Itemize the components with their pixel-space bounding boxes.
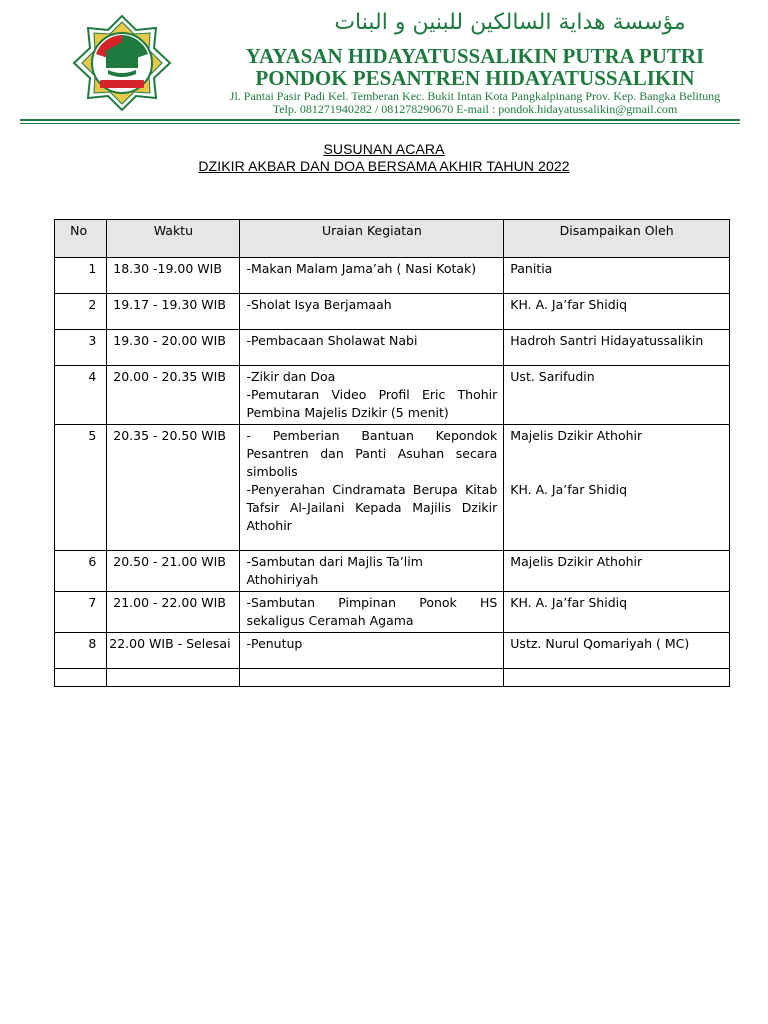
table-row [55,425,730,551]
activity-line: -Pembacaan Sholawat Nabi [246,333,418,348]
row-activity [240,294,504,330]
institution-logo [60,14,184,112]
row-activity [240,425,504,551]
header-divider [20,119,740,121]
header-time: Waktu [107,220,240,258]
row-no: 2 [55,294,107,330]
activity-line: -Penutup [246,636,303,651]
row-activity [240,366,504,425]
activity-line: -Zikir dan Doa [246,369,336,384]
row-time: 21.00 - 22.00 WIB [107,592,240,633]
table-header-row [55,220,730,258]
presenter-line: Panitia [510,261,553,276]
row-no: 6 [55,551,107,592]
table-row [55,258,730,294]
presenter-line: Ust. Sarifudin [510,369,595,384]
presenter-line: Majelis Dzikir Athohir [510,428,643,443]
table-row [55,633,730,669]
row-time: 20.00 - 20.35 WIB [107,366,240,425]
row-presenter [504,425,730,551]
document-title: SUSUNAN ACARA [323,141,445,157]
header-presenter: Disampaikan Oleh [504,220,730,258]
row-time: 19.17 - 19.30 WIB [107,294,240,330]
row-activity [240,551,504,592]
arabic-organization-name: مؤسسة هداية السالكين للبنين و البنات [334,10,686,35]
presenter-line: Hadroh Santri Hidayatussalikin [510,333,704,348]
organization-contact: Telp. 081271940282 / 081278290670 E-mail : pondok.hidayatussalikin@gmail.com [272,102,678,116]
row-no: 1 [55,258,107,294]
presenter-line: Majelis Dzikir Athohir [510,554,643,569]
row-activity [240,330,504,366]
row-time: 20.35 - 20.50 WIB [107,425,240,551]
empty-table-row [55,669,730,687]
presenter-line: KH. A. Ja’far Shidiq [510,297,628,312]
presenter-line: KH. A. Ja’far Shidiq [510,482,628,497]
row-no: 5 [55,425,107,551]
header-divider-thin [20,123,740,124]
organization-name-line1: YAYASAN HIDAYATUSSALIKIN PUTRA PUTRI [245,44,705,68]
row-activity [240,258,504,294]
activity-line: -Sambutan Pimpinan Ponok HS sekaligus Ceramah Agama [246,595,498,628]
activity-line: - Pemberian Bantuan Kepondok Pesantren dan Panti Asuhan secara simbolis [246,428,498,479]
document-subtitle: DZIKIR AKBAR DAN DOA BERSAMA AKHIR TAHUN 2022 [198,158,570,174]
table-row [55,294,730,330]
row-presenter [504,592,730,633]
activity-line: -Penyerahan Cindramata Berupa Kitab Tafsir Al-Jailani Kepada Majilis Dzikir Athohir [246,482,498,533]
activity-line: -Pemutaran Video Profil Eric Thohir Pembina Majelis Dzikir (5 menit) [246,387,498,420]
table-row [55,592,730,633]
table-row [55,330,730,366]
row-no: 3 [55,330,107,366]
row-presenter [504,258,730,294]
table-row [55,551,730,592]
row-no: 8 [55,633,107,669]
row-time: 18.30 -19.00 WIB [107,258,240,294]
row-presenter [504,551,730,592]
organization-name-line2: PONDOK PESANTREN HIDAYATUSSALIKIN [255,66,695,90]
activity-line: -Sambutan dari Majlis Ta’lim Athohiriyah [246,554,423,587]
row-no: 7 [55,592,107,633]
presenter-line: KH. A. Ja’far Shidiq [510,595,628,610]
row-activity [240,633,504,669]
organization-address: Jl. Pantai Pasir Padi Kel. Temberan Kec. Bukit Intan Kota Pangkalpinang Prov. Kep. Bangka Belitung [229,89,721,103]
row-presenter [504,633,730,669]
row-presenter [504,330,730,366]
activity-line: -Sholat Isya Berjamaah [246,297,392,312]
row-time: 22.00 WIB - Selesai [107,633,240,669]
header-no: No [55,220,107,258]
presenter-line: Ustz. Nurul Qomariyah ( MC) [510,636,690,651]
table-row [55,366,730,425]
row-time: 20.50 - 21.00 WIB [107,551,240,592]
row-activity [240,592,504,633]
row-presenter [504,294,730,330]
row-presenter [504,366,730,425]
activity-line: -Makan Malam Jama’ah ( Nasi Kotak) [246,261,477,276]
header-activity: Uraian Kegiatan [240,220,504,258]
row-no: 4 [55,366,107,425]
schedule-table [54,219,730,687]
row-time: 19.30 - 20.00 WIB [107,330,240,366]
